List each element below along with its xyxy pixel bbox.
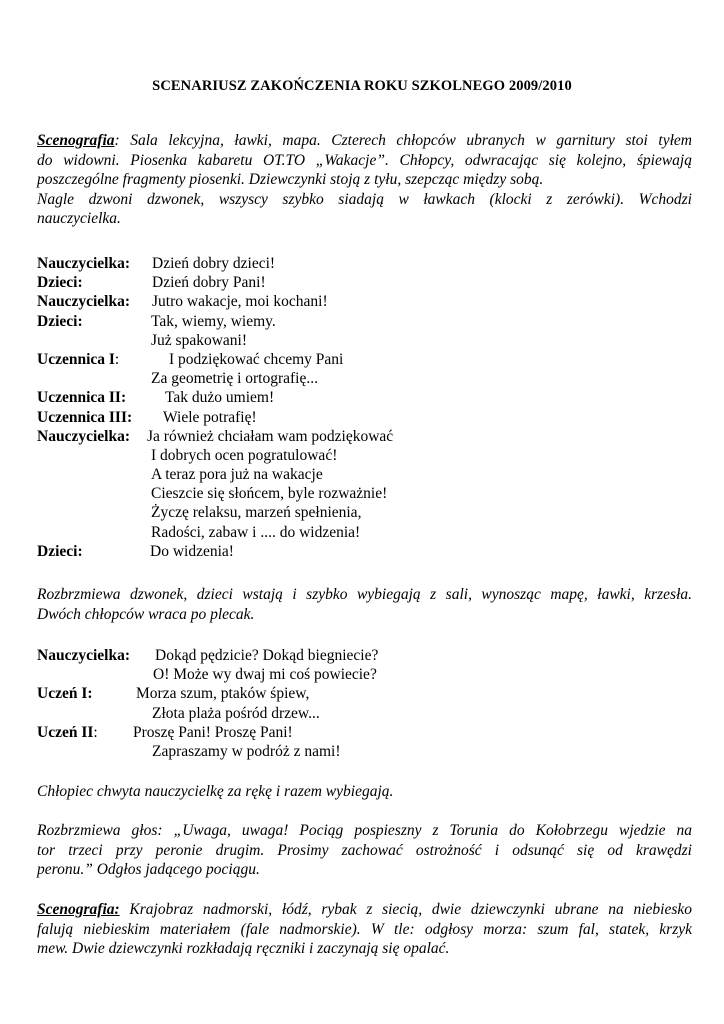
dialogue-line: [37, 704, 697, 723]
dialogue-line: [37, 542, 697, 561]
line-text: Dzień dobry dzieci!: [152, 255, 276, 272]
paragraph-line: Scenografia: Sala lekcyjna, ławki, mapa. Czterech chłopców ubranych w garnitury stoi tyłem: [37, 132, 692, 149]
line-text: Do widzenia!: [150, 542, 234, 560]
paragraph-line: Rozbrzmiewa głos: „Uwaga, uwaga! Pociąg pospieszny z Torunia do Kołobrzegu wjedzie na: [37, 822, 692, 839]
scenography-paragraph-1: [37, 131, 692, 229]
line-text: I dobrych ocen pogratulować!: [151, 446, 338, 464]
speaker-label: Dzieci:: [37, 542, 83, 560]
speaker-label: Nauczycielka:: [37, 293, 130, 311]
dialogue-block-1: [37, 254, 697, 561]
paragraph-line: Dwóch chłopców wraca po plecak.: [37, 605, 255, 623]
dialogue-line: [37, 292, 697, 311]
line-text: Za geometrię i ortografię...: [151, 370, 318, 388]
paragraph-line: Scenografia: Krajobraz nadmorski, łódź, rybak z siecią, dwie dziewczynki ubrane na niebiesko: [37, 901, 692, 918]
scenography-label: Scenografia: [37, 132, 115, 149]
line-text: I podziękować chcemy Pani: [169, 350, 344, 368]
dialogue-line: [37, 388, 697, 407]
dialogue-line: [37, 350, 697, 369]
line-text: Życzę relaksu, marzeń spełnienia,: [151, 504, 362, 522]
dialogue-line: [37, 408, 697, 427]
dialogue-line: [37, 273, 697, 292]
dialogue-line: [37, 446, 697, 465]
line-text: Wiele potrafię!: [163, 408, 257, 426]
dialogue-line: [37, 331, 697, 350]
paragraph-line: nauczycielka.: [37, 210, 121, 228]
paragraph-line: poszczególne fragmenty piosenki. Dziewczynki stoją z tyłu, szepcząc między sobą.: [37, 171, 544, 189]
line-text: Proszę Pani! Proszę Pani!: [133, 723, 293, 741]
speaker-label: Dzieci:: [37, 312, 83, 330]
speaker-label: Nauczycielka:: [37, 255, 130, 272]
paragraph-line: falują niebieskim materiałem (fale nadmorskie). W tle: odgłosy morza: szum fal, statek, krzyk: [37, 920, 692, 938]
dialogue-line: [37, 523, 697, 542]
scenography-label: Scenografia:: [37, 901, 120, 918]
dialogue-line: [37, 723, 697, 742]
dialogue-line: [37, 312, 697, 331]
speaker-label: Uczeń II:: [37, 723, 98, 741]
stage-direction-3: [37, 821, 692, 880]
speaker-label: Uczennica III:: [37, 408, 133, 426]
line-text: O! Może wy dwaj mi coś powiecie?: [153, 666, 377, 684]
speaker-label: Dzieci:: [37, 274, 83, 292]
paragraph-line: Rozbrzmiewa dzwonek, dzieci wstają i szybko wybiegają z sali, wynosząc mapę, ławki, krzesła.: [37, 586, 692, 603]
dialogue-line: [37, 742, 697, 761]
line-text: Złota plaża pośród drzew...: [152, 704, 320, 722]
stage-direction-1: [37, 585, 692, 624]
paragraph-line: do widowni. Piosenka kabaretu OT.TO „Wakacje”. Chłopcy, odwracając się kolejno, śpiewają: [37, 151, 692, 169]
paragraph-line: peronu.” Odgłos jadącego pociągu.: [37, 861, 260, 879]
line-text: Już spakowani!: [151, 331, 247, 349]
line-text: Ja również chciałam wam podziękować: [147, 427, 394, 445]
dialogue-line: [37, 665, 697, 684]
dialogue-line: [37, 484, 697, 503]
line-text: A teraz pora już na wakacje: [151, 466, 323, 484]
dialogue-line: [37, 427, 697, 446]
line-text: Dzień dobry Pani!: [152, 274, 266, 292]
speaker-label: Uczennica I:: [37, 350, 120, 368]
line-text: Dokąd pędzicie? Dokąd biegniecie?: [155, 647, 379, 664]
dialogue-block-2: [37, 646, 697, 761]
line-text: Tak, wiemy, wiemy.: [151, 312, 276, 330]
speaker-label: Uczeń I:: [37, 685, 93, 703]
dialogue-line: [37, 254, 697, 273]
dialogue-line: [37, 684, 697, 703]
stage-direction-2: [37, 782, 692, 802]
line-text: Radości, zabaw i .... do widzenia!: [151, 523, 361, 541]
dialogue-line: [37, 503, 697, 522]
speaker-label: Uczennica II:: [37, 389, 127, 407]
dialogue-line: [37, 646, 697, 665]
line-text: Zapraszamy w podróż z nami!: [152, 742, 341, 760]
line-text: Tak dużo umiem!: [165, 389, 275, 407]
paragraph-line: Nagle dzwoni dzwonek, wszyscy szybko siadają w ławkach (klocki z zerówki). Wchodzi: [37, 190, 692, 208]
line-text: Morza szum, ptaków śpiew,: [136, 685, 310, 703]
paragraph-line: tor trzeci przy peronie drugim. Prosimy zachować ostrożność i odsunąć się od krawędzi: [37, 841, 692, 859]
speaker-label: Nauczycielka:: [37, 647, 130, 664]
paragraph-line: Chłopiec chwyta nauczycielkę za rękę i razem wybiegają.: [37, 783, 394, 800]
document-title: SCENARIUSZ ZAKOŃCZENIA ROKU SZKOLNEGO 2009/2010: [152, 78, 572, 94]
dialogue-line: [37, 369, 697, 388]
line-text: Cieszcie się słońcem, byle rozważnie!: [151, 485, 388, 503]
dialogue-line: [37, 465, 697, 484]
paragraph-line: mew. Dwie dziewczynki rozkładają ręczniki i zaczynają się opalać.: [37, 940, 450, 958]
scenography-paragraph-2: [37, 900, 692, 959]
speaker-label: Nauczycielka:: [37, 427, 130, 445]
line-text: Jutro wakacje, moi kochani!: [152, 293, 328, 311]
